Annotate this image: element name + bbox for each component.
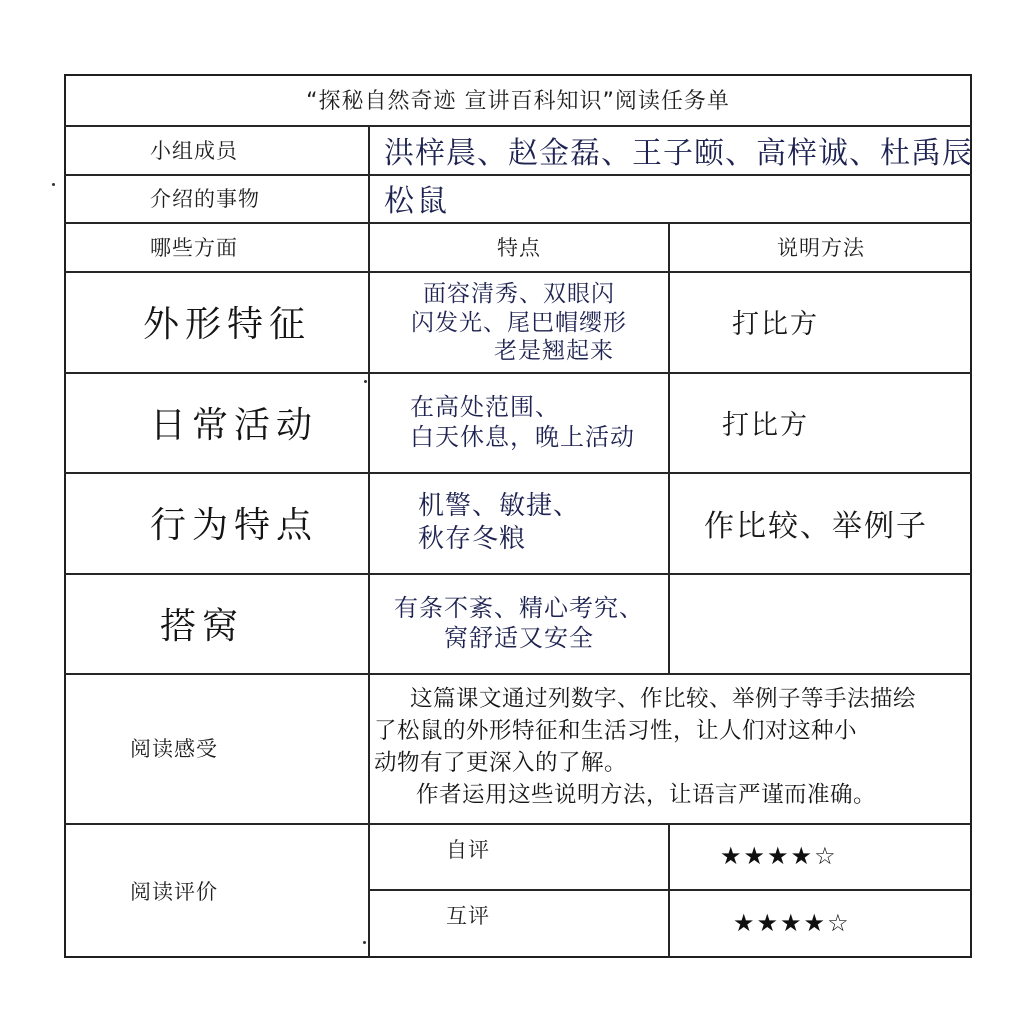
sheet-title: “探秘自然奇迹 宣讲百科知识”阅读任务单 [306, 89, 730, 114]
peer-rating-stars: ★★★★☆ [733, 909, 851, 937]
feature-line: 面容清秀、双眼闪 [423, 280, 615, 307]
feature-line: 秋存冬粮 [418, 523, 527, 554]
rule-col-rating [668, 823, 670, 958]
row-features [370, 474, 668, 571]
row-method: 打比方 [732, 309, 819, 340]
feeling-text [374, 675, 970, 821]
members-label: 小组成员 [150, 138, 238, 163]
evaluation-label: 阅读评价 [130, 879, 218, 904]
row-aspect: 行为特点 [150, 505, 319, 546]
subject-value: 松鼠 [384, 184, 450, 219]
feeling-line: 了松鼠的外形特征和生活习性，让人们对这种小 [374, 718, 858, 745]
scan-speck [363, 941, 366, 944]
row-features [370, 374, 668, 470]
row-method: 作比较、举例子 [704, 508, 928, 544]
column-header-aspect: 哪些方面 [150, 235, 238, 260]
rule-evaluation [370, 889, 972, 891]
rule-col-method [668, 222, 670, 673]
feeling-line: 这篇课文通过列数字、作比较、举例子等手法描绘 [410, 686, 917, 713]
column-header-features: 特点 [497, 235, 541, 260]
peer-evaluation-label: 互评 [446, 904, 490, 928]
feature-line: 白天休息，晚上活动 [410, 423, 635, 451]
self-rating-stars: ★★★★☆ [720, 842, 838, 870]
scan-speck [52, 183, 55, 186]
members-value: 洪梓晨、赵金磊、王子颐、高梓诚、杜禹辰 [384, 135, 973, 171]
row-aspect: 搭窝 [160, 605, 245, 647]
feature-line: 机警、敏捷、 [418, 491, 581, 521]
feeling-line: 作者运用这些说明方法，让语言严谨而准确。 [416, 781, 877, 808]
row-features [370, 575, 668, 671]
row-aspect: 外形特征 [143, 304, 312, 345]
feeling-label: 阅读感受 [130, 737, 218, 761]
column-header-method: 说明方法 [777, 235, 865, 260]
row-aspect: 日常活动 [150, 404, 319, 446]
feature-line: 在高处范围、 [410, 393, 560, 421]
self-evaluation-label: 自评 [446, 838, 490, 862]
feature-line: 闪发光、尾巴帽缨形 [411, 309, 627, 336]
feature-line: 有条不紊、精心考究、 [394, 594, 644, 622]
feature-line: 窝舒适又安全 [444, 624, 594, 652]
row-method: 打比方 [722, 409, 809, 441]
scan-speck [364, 380, 367, 383]
row-features [370, 276, 668, 370]
feature-line: 老是翘起来 [494, 338, 614, 365]
feeling-line: 动物有了更深入的了解。 [374, 750, 628, 776]
subject-label: 介绍的事物 [150, 187, 260, 211]
